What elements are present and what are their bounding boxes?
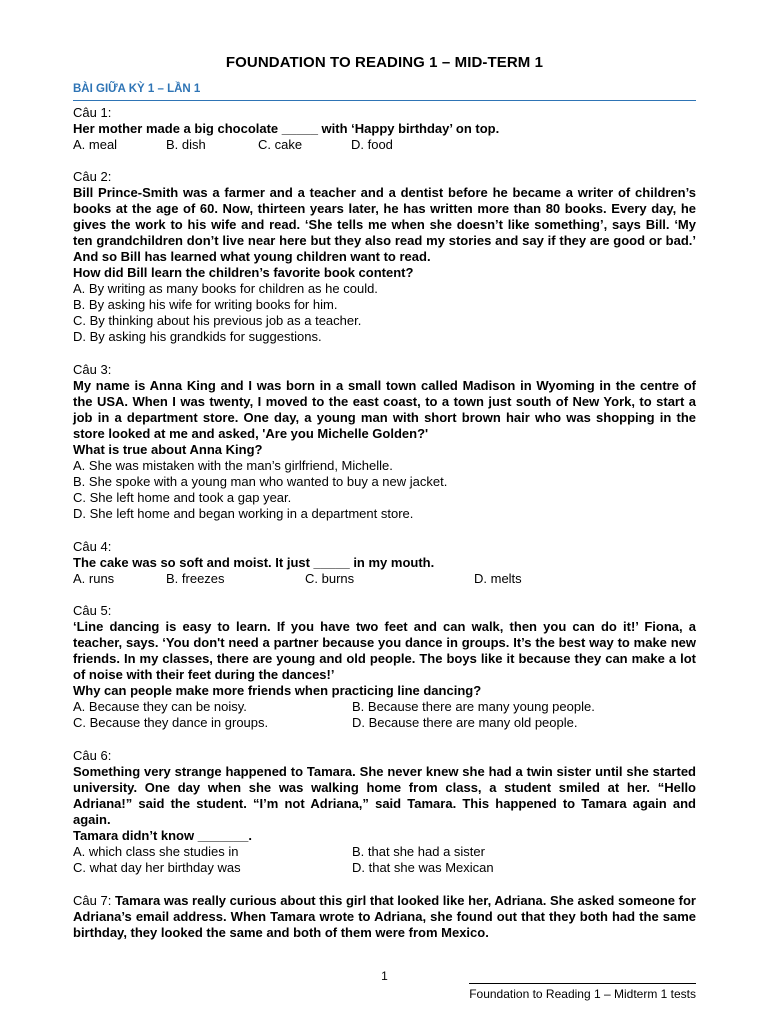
option-b: B. She spoke with a young man who wanted to buy a new jacket.	[73, 474, 448, 489]
question-5	[73, 603, 696, 731]
option-d: D. that she was Mexican	[352, 860, 494, 875]
question-3	[73, 362, 696, 522]
option-b: B. freezes	[166, 571, 225, 586]
option-c: C. burns	[305, 571, 355, 586]
option-a: A. By writing as many books for children as he could.	[73, 281, 378, 296]
option-d: D. melts	[474, 571, 522, 586]
options-grid	[73, 699, 696, 731]
question-label: Câu 1:	[73, 105, 112, 120]
reading-passage: ‘Line dancing is easy to learn. If you have two feet and can walk, then you can do it!’ Fiona, a teacher, says. ‘You don't need a partner because you dance in groups. It’s the best way to make new friends. In my classes, there are young and old people. The boys like it because they can make a lot of noise with their feet during the dances!’	[73, 619, 696, 682]
options-row	[73, 137, 696, 153]
question-6	[73, 748, 696, 876]
page-number: 1	[381, 969, 388, 983]
option-a: A. runs	[73, 571, 115, 586]
question-1	[73, 105, 696, 153]
question-prompt: Why can people make more friends when practicing line dancing?	[73, 683, 482, 698]
section-heading: BÀI GIỮA KỲ 1 – LẦN 1	[73, 82, 696, 101]
question-stem: The cake was so soft and moist. It just _____ in my mouth.	[73, 555, 435, 570]
page-title: FOUNDATION TO READING 1 – MID-TERM 1	[225, 54, 544, 71]
option-d: D. By asking his grandkids for suggestions.	[73, 329, 322, 344]
reading-passage: Something very strange happened to Tamara. She never knew she had a twin sister until she started university. One day when she was walking home from class, a student smiled at her. “Hello Adriana!” said the student. “I’m not Adriana,” said Tamara. This happened to Tamara again and again.	[73, 764, 696, 827]
option-b: B. dish	[166, 137, 206, 152]
option-d: D. She left home and began working in a department store.	[73, 506, 414, 521]
reading-passage: Bill Prince-Smith was a farmer and a teacher and a dentist before he became a writer of children’s books at the age of 60. Now, thirteen years later, he has written more than 80 books. Every day, he gives the work to his wife and read. ‘She tells me when she doesn’t like something’, says Bill. ‘My ten grandchildren don’t live near here but they also read my stories and say if they are good or bad.’ And so Bill has learned what young children want to read.	[73, 185, 696, 264]
option-a: A. Because they can be noisy.	[73, 699, 247, 714]
option-b: B. By asking his wife for writing books for him.	[73, 297, 338, 312]
question-stem: Her mother made a big chocolate _____ with ‘Happy birthday’ on top.	[73, 121, 500, 136]
option-c: C. By thinking about his previous job as a teacher.	[73, 313, 362, 328]
option-b: B. Because there are many young people.	[352, 699, 595, 714]
option-c: C. Because they dance in groups.	[73, 715, 269, 730]
question-label: Câu 5:	[73, 603, 112, 618]
reading-passage: My name is Anna King and I was born in a small town called Madison in Wyoming in the centre of the USA. When I was twenty, I moved to the east coast, to a town just south of New York, to start a job in a department store. One day, a young man with short brown hair who was shopping in the store looked at me and asked, 'Are you Michelle Golden?'	[73, 378, 696, 441]
reading-passage: Tamara was really curious about this girl that looked like her, Adriana. She asked someone for Adriana’s email address. When Tamara wrote to Adriana, she found out that they both had the same birthday, they looked the same and both of them were from Mexico.	[73, 893, 696, 940]
question-2	[73, 169, 696, 345]
question-label: Câu 3:	[73, 362, 112, 377]
question-prompt: How did Bill learn the children’s favorite book content?	[73, 265, 414, 280]
option-b: B. that she had a sister	[352, 844, 485, 859]
question-label: Câu 2:	[73, 169, 112, 184]
question-prompt: Tamara didn’t know _______.	[73, 828, 252, 843]
option-c: C. She left home and took a gap year.	[73, 490, 292, 505]
options-row	[73, 571, 696, 587]
question-4	[73, 539, 696, 587]
option-a: A. She was mistaken with the man’s girlfriend, Michelle.	[73, 458, 393, 473]
page-footer: Foundation to Reading 1 – Midterm 1 tests	[469, 983, 696, 1002]
question-label: Câu 6:	[73, 748, 112, 763]
question-label: Câu 7:	[73, 893, 112, 908]
option-c: C. cake	[258, 137, 303, 152]
option-d: D. food	[351, 137, 393, 152]
question-7	[73, 893, 696, 941]
question-label: Câu 4:	[73, 539, 112, 554]
option-c: C. what day her birthday was	[73, 860, 241, 875]
option-a: A. which class she studies in	[73, 844, 239, 859]
options-grid	[73, 844, 696, 876]
option-a: A. meal	[73, 137, 118, 152]
option-d: D. Because there are many old people.	[352, 715, 578, 730]
question-prompt: What is true about Anna King?	[73, 442, 263, 457]
